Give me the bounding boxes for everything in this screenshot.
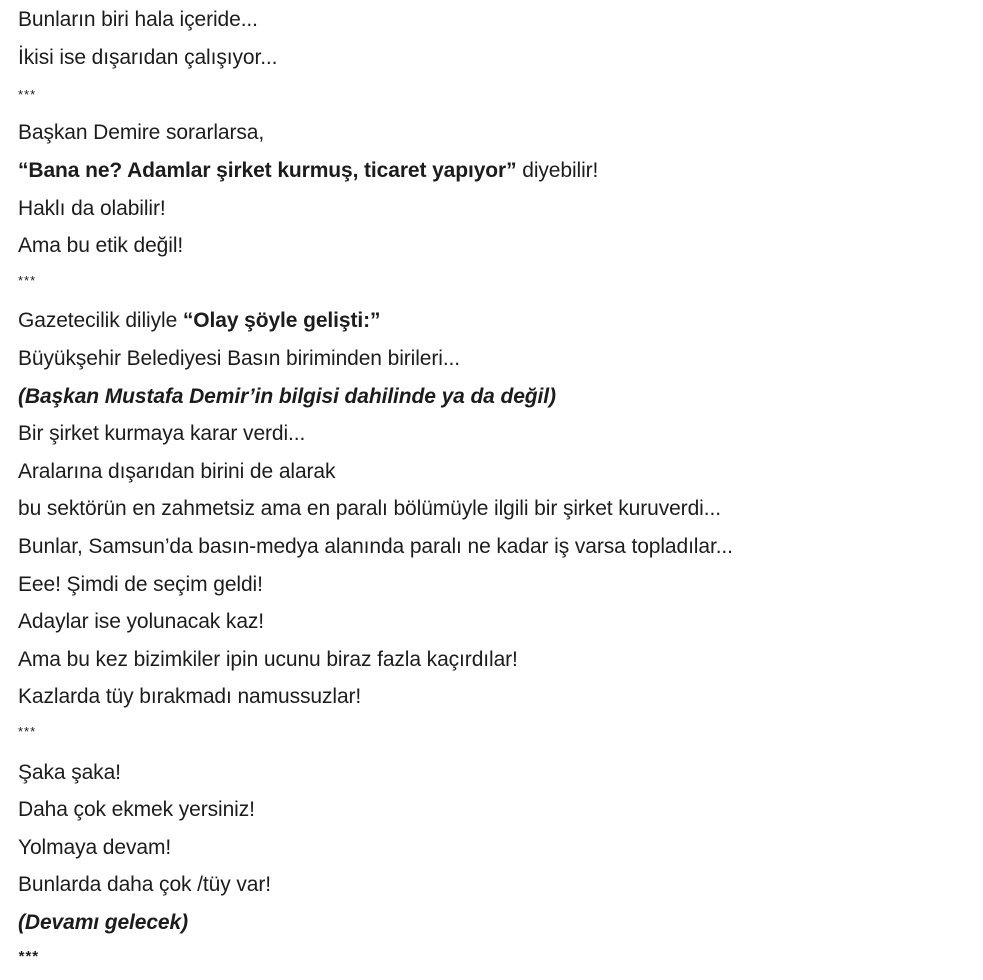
quote-rest: diyebilir! bbox=[516, 159, 599, 182]
paragraph-line: Ama bu etik değil! bbox=[18, 234, 184, 257]
paragraph-line-emphasis: (Başkan Mustafa Demir’in bilgisi dahilinde ya da değil) bbox=[18, 385, 556, 408]
paragraph-line: Şaka şaka! bbox=[18, 761, 121, 784]
paragraph-line: bu sektörün en zahmetsiz ama en paralı bölümüyle ilgili bir şirket kuruverdi... bbox=[18, 497, 721, 520]
paragraph-line bbox=[18, 308, 380, 334]
paragraph-line-emphasis: (Devamı gelecek) bbox=[18, 911, 188, 934]
section-separator: *** bbox=[18, 273, 37, 288]
quote-bold: “Bana ne? Adamlar şirket kurmuş, ticaret yapıyor” bbox=[18, 159, 517, 182]
paragraph-line: Bunlar, Samsun’da basın-medya alanında paralı ne kadar iş varsa topladılar... bbox=[18, 535, 733, 558]
section-separator: *** bbox=[18, 724, 37, 739]
paragraph-line: İkisi ise dışarıdan çalışıyor... bbox=[18, 46, 278, 69]
paragraph-line: Adaylar ise yolunacak kaz! bbox=[18, 610, 265, 633]
intro-bold: “Olay şöyle gelişti:” bbox=[182, 309, 381, 332]
paragraph-line: Haklı da olabilir! bbox=[18, 197, 166, 220]
paragraph-line: Eee! Şimdi de seçim geldi! bbox=[18, 573, 263, 596]
paragraph-line: Bir şirket kurmaya karar verdi... bbox=[18, 422, 306, 445]
paragraph-line: Büyükşehir Belediyesi Basın biriminden birileri... bbox=[18, 347, 461, 370]
intro-text: Gazetecilik diliyle bbox=[18, 309, 183, 332]
paragraph-line: Bunların biri hala içeride... bbox=[18, 8, 258, 31]
paragraph-line: Kazlarda tüy bırakmadı namussuzlar! bbox=[18, 685, 362, 708]
paragraph-line: Daha çok ekmek yersiniz! bbox=[18, 798, 255, 821]
paragraph-line: Ama bu kez bizimkiler ipin ucunu biraz fazla kaçırdılar! bbox=[18, 648, 518, 671]
paragraph-line: Aralarına dışarıdan birini de alarak bbox=[18, 460, 336, 483]
paragraph-line: Bunlarda daha çok /tüy var! bbox=[18, 873, 271, 896]
section-separator: *** bbox=[18, 948, 39, 965]
paragraph-line: Yolmaya devam! bbox=[18, 836, 172, 859]
paragraph-line: Başkan Demire sorarlarsa, bbox=[18, 121, 265, 144]
paragraph-line bbox=[18, 158, 598, 184]
section-separator: *** bbox=[18, 87, 37, 102]
